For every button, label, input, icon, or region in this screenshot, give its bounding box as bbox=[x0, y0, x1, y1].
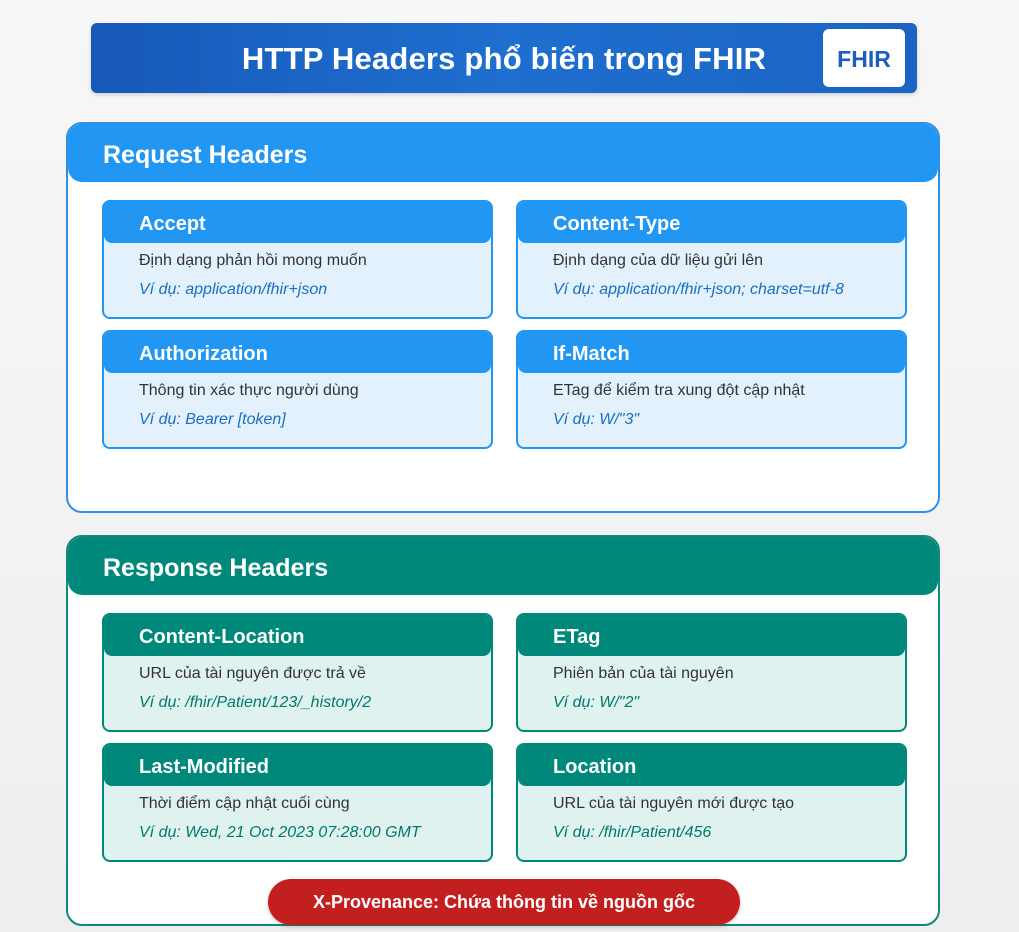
response-headers-panel bbox=[66, 535, 940, 926]
header-card-description: Định dạng phản hồi mong muốn bbox=[139, 252, 367, 269]
header-card-description: Thời điểm cập nhật cuối cùng bbox=[139, 795, 350, 812]
header-card-description: ETag để kiểm tra xung đột cập nhật bbox=[553, 382, 805, 399]
header-card-accept bbox=[102, 200, 493, 319]
header-card-description: Định dạng của dữ liệu gửi lên bbox=[553, 252, 763, 269]
header-card-example: Ví dụ: Bearer [token] bbox=[139, 411, 286, 428]
page-title: HTTP Headers phổ biến trong FHIR bbox=[241, 41, 767, 76]
header-card-example: Ví dụ: W/"3" bbox=[553, 411, 640, 428]
title-bar bbox=[91, 23, 917, 93]
header-card-authorization bbox=[102, 330, 493, 449]
header-card-content-location bbox=[102, 613, 493, 732]
header-card-name: Accept bbox=[104, 202, 491, 243]
x-provenance-pill: X-Provenance: Chứa thông tin về nguồn gốc bbox=[268, 879, 740, 925]
request-headers-heading: Request Headers bbox=[68, 124, 938, 182]
header-card-example: Ví dụ: application/fhir+json bbox=[139, 281, 328, 298]
response-headers-heading: Response Headers bbox=[68, 537, 938, 595]
header-card-name: ETag bbox=[518, 615, 905, 656]
header-card-name: Authorization bbox=[104, 332, 491, 373]
header-card-name: Content-Location bbox=[104, 615, 491, 656]
request-headers-panel bbox=[66, 122, 940, 513]
header-card-location bbox=[516, 743, 907, 862]
header-card-name: Last-Modified bbox=[104, 745, 491, 786]
header-card-name: Location bbox=[518, 745, 905, 786]
header-card-example: Ví dụ: /fhir/Patient/456 bbox=[553, 824, 712, 841]
header-card-etag bbox=[516, 613, 907, 732]
header-card-name: Content-Type bbox=[518, 202, 905, 243]
header-card-content-type bbox=[516, 200, 907, 319]
header-card-example: Ví dụ: W/"2" bbox=[553, 694, 640, 711]
header-card-description: Thông tin xác thực người dùng bbox=[139, 382, 359, 399]
header-card-description: URL của tài nguyên được trả về bbox=[139, 665, 366, 682]
header-card-description: Phiên bản của tài nguyên bbox=[553, 665, 734, 682]
fhir-badge: FHIR bbox=[823, 29, 905, 87]
header-card-description: URL của tài nguyên mới được tạo bbox=[553, 795, 794, 812]
header-card-last-modified bbox=[102, 743, 493, 862]
header-card-example: Ví dụ: Wed, 21 Oct 2023 07:28:00 GMT bbox=[139, 824, 421, 841]
header-card-example: Ví dụ: /fhir/Patient/123/_history/2 bbox=[139, 694, 372, 711]
header-card-if-match bbox=[516, 330, 907, 449]
header-card-name: If-Match bbox=[518, 332, 905, 373]
header-card-example: Ví dụ: application/fhir+json; charset=utf-8 bbox=[553, 281, 844, 298]
